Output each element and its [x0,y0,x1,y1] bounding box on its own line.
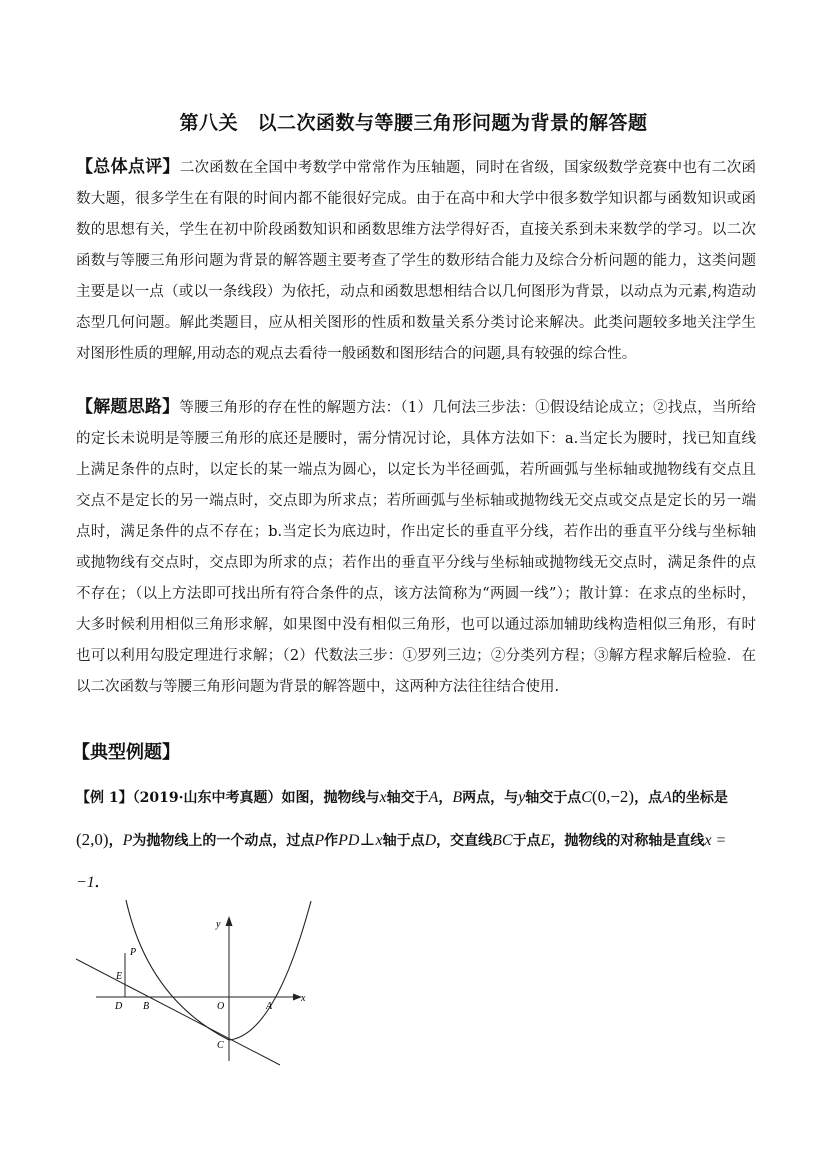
example-text: 的坐标是 [671,790,728,806]
overview-paragraph [76,152,756,370]
math-c-coordinates: (0,−2) [591,787,635,806]
parabola-figure [70,895,330,1070]
example-text: 于点 [512,833,541,849]
line-bc [76,959,280,1065]
example-text: 轴于点 [382,833,425,849]
label-a: A [266,1001,273,1012]
math-x: x [379,789,387,806]
example-text: ， [108,833,123,849]
math-x: x [375,832,383,849]
math-point-p: P [314,832,325,849]
math-line-bc: BC [492,832,513,849]
math-point-a: A [428,789,439,806]
math-a-coordinates: (2,0) [76,830,109,849]
math-point-a: A [662,789,672,806]
y-axis-arrow-icon [226,916,233,926]
label-e: E [116,971,123,982]
example-1 [76,776,760,904]
math-segment-pd: PD [338,832,360,849]
label-y: y [216,919,221,930]
label-x: x [301,993,306,1004]
math-point-e: E [540,832,551,849]
math-point-b: B [452,789,463,806]
example-text: 轴交于点 [525,790,582,806]
label-d: D [115,1001,123,1012]
math-point-c: C [581,789,592,806]
label-o: O [217,1001,225,1012]
label-b: B [143,1001,150,1012]
example-text: ，点 [634,790,663,806]
math-point-p: P [122,832,133,849]
math-axis-equation: x = −1 [76,832,727,891]
example-text: 两点，与 [462,790,519,806]
overview-heading: 【总体点评】 [76,157,180,177]
example-text: 如图，抛物线与 [281,790,380,806]
math-y: y [518,789,526,806]
example-text: ． [94,875,109,891]
section-heading: 【典型例题】 [72,742,180,763]
math-perp-symbol: ⊥ [359,830,376,849]
example-label: 【例 1】 [76,790,133,806]
example-text: 为抛物线上的一个动点，过点 [132,833,315,849]
page-title: 第八关 以二次函数与等腰三角形问题为背景的解答题 [179,112,648,134]
overview-text: 二次函数在全国中考数学中常常作为压轴题，同时在省级，国家级数学竞赛中也有二次函数大题，很多学生在有限的时间内都不能很好完成。由于在高中和大学中很多数学知识都与函数知识或函数的思想有关，学生在初中阶段函数知识和函数思维方法学得好否，直接关系到未来数学的学习。以二次函数与等腰三角形问题为背景的解答题主要考查了学生的数形结合能力及综合分析问题的能力，这类问题主要是以一点（或以一条线段）为依托，动点和函数思想相结合以几何图形为背景，以动点为元素,构造动态型几何问题。解此类题目，应从相关图形的性质和数量关系分类讨论来解决。此类问题较多地关注学生对图形性质的理解,用动态的观点去看待一般函数和图形结合的问题,具有较强的综合性。 [76,160,757,362]
label-c: C [217,1040,224,1051]
example-source: （2019·山东中考真题） [132,790,282,806]
example-text: 轴交于 [386,790,429,806]
example-text: ，抛物线的对称轴是直线 [550,833,705,849]
approach-heading: 【解题思路】 [76,397,180,417]
example-text: ， [438,790,453,806]
example-text: 作 [324,833,339,849]
label-p: P [130,947,137,958]
example-text: ，交直线 [436,833,493,849]
approach-text: 等腰三角形的存在性的解题方法：（1）几何法三步法：①假设结论成立；②找点，当所给的定长未说明是等腰三角形的底还是腰时，需分情况讨论，具体方法如下：a.当定长为腰时，找已知直线上满足条件的点时，以定长的某一端点为圆心，以定长为半径画弧，若所画弧与坐标轴或抛物线有交点且交点不是定长的另一端点时，交点即为所求点；若所画弧与坐标轴或抛物线无交点或交点是定长的另一端点时，满足条件的点不存在；b.当定长为底边时，作出定长的垂直平分线，若作出的垂直平分线与坐标轴或抛物线有交点时，交点即为所求的点；若作出的垂直平分线与坐标轴或抛物线无交点时，满足条件的点不存在；（以上方法即可找出所有符合条件的点，该方法简称为“两圆一线”）；散计算：在求点的坐标时，大多时候利用相似三角形求解，如果图中没有相似三角形，也可以通过添加辅助线构造相似三角形，有时也可以利用勾股定理进行求解；（2）代数法三步：①罗列三边；②分类列方程；③解方程求解后检验．在以二次函数与等腰三角形问题为背景的解答题中，这两种方法往往结合使用. [76,400,756,695]
approach-paragraph [76,392,756,703]
math-point-d: D [424,832,437,849]
